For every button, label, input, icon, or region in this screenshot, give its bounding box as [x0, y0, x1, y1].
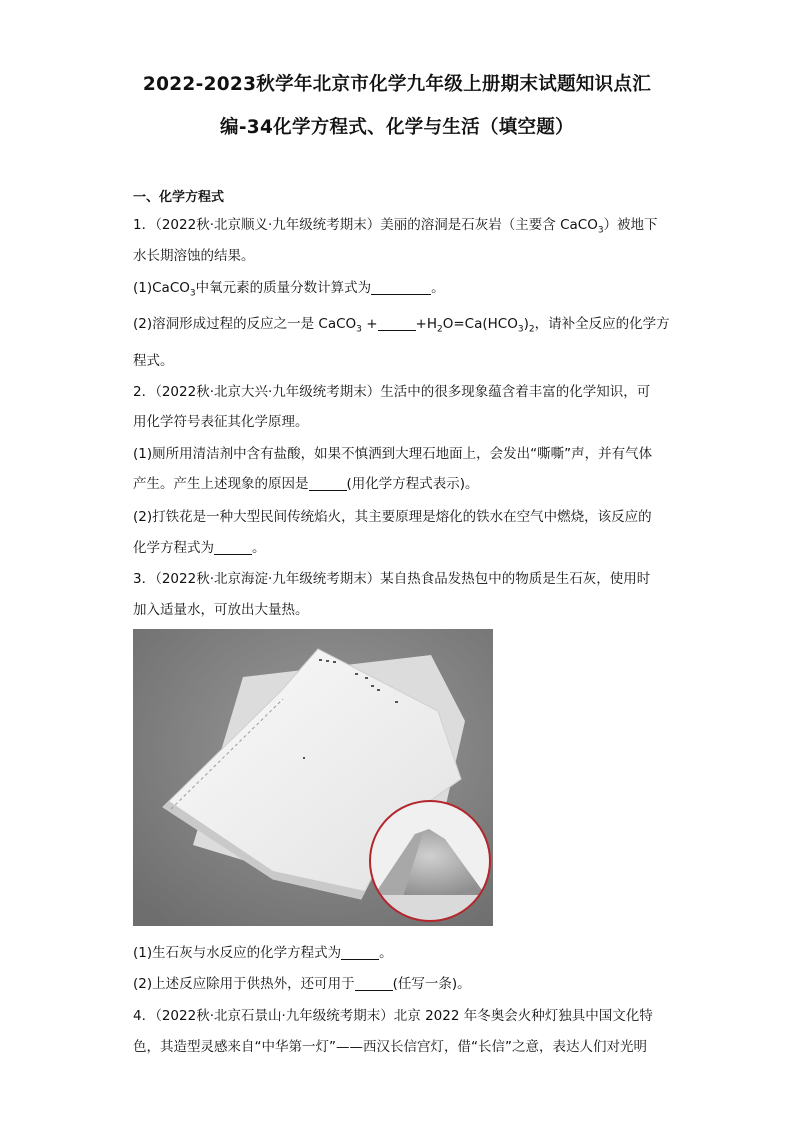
section-heading: 一、化学方程式	[133, 190, 225, 205]
answer-blank	[214, 540, 252, 555]
q3-stem-a: 3．（2022秋·北京海淀·九年级统考期末）某自热食品发热包中的物质是生石灰，使用时	[133, 571, 651, 587]
answer-blank	[355, 976, 393, 991]
q3-part-2: (2)上述反应除用于供热外，还可用于 (任写一条)。	[133, 976, 471, 992]
answer-blank	[309, 476, 347, 491]
q4-stem-b: 色，其造型灵感来自“中华第一灯”——西汉长信宫灯，借“长信”之意，表达人们对光明	[133, 1039, 647, 1055]
q1-part-2-tail: 程式。	[133, 353, 174, 369]
heating-pack-photo	[133, 629, 493, 926]
q4-stem-a: 4．（2022秋·北京石景山·九年级统考期末）北京 2022 年冬奥会火种灯独具中国文化特	[133, 1008, 653, 1024]
q1-part-1: (1)CaCO$_3$中氧元素的质量分数计算式为 。	[133, 280, 445, 299]
q3-part-1: (1)生石灰与水反应的化学方程式为 。	[133, 945, 393, 961]
q2-stem-a: 2．（2022秋·北京大兴·九年级统考期末）生活中的很多现象蕴含着丰富的化学知识，可	[133, 384, 651, 400]
q1-part-2: (2)溶洞形成过程的反应之一是 CaCO$_3$ + $+H_2O=Ca(HCO_3)_2$，请补全反应的化学方	[133, 316, 670, 335]
q2-part-1-b: 产生。产生上述现象的原因是 (用化学方程式表示)。	[133, 476, 479, 492]
answer-blank	[341, 945, 379, 960]
title-line-1: 2022-2023秋学年北京市化学九年级上册期末试题知识点汇	[142, 74, 652, 95]
q2-part-2-a: (2)打铁花是一种大型民间传统焰火，其主要原理是熔化的铁水在空气中燃烧，该反应的	[133, 509, 652, 525]
title-line-2: 编-34化学方程式、化学与生活（填空题）	[220, 117, 574, 138]
q2-part-1-a: (1)厕所用清洁剂中含有盐酸，如果不慎洒到大理石地面上，会发出“嘶嘶”声，并有气体	[133, 446, 653, 462]
q2-part-2-b: 化学方程式为 。	[133, 540, 266, 556]
answer-blank	[378, 316, 416, 331]
answer-blank	[371, 280, 431, 295]
q2-stem-b: 用化学符号表征其化学原理。	[133, 414, 309, 430]
q3-stem-b: 加入适量水，可放出大量热。	[133, 602, 309, 618]
q1-stem-b: 水长期溶蚀的结果。	[133, 248, 255, 264]
q1-stem-a: 1．（2022秋·北京顺义·九年级统考期末）美丽的溶洞是石灰岩（主要含 CaCO$_3$）被地下	[133, 217, 658, 236]
